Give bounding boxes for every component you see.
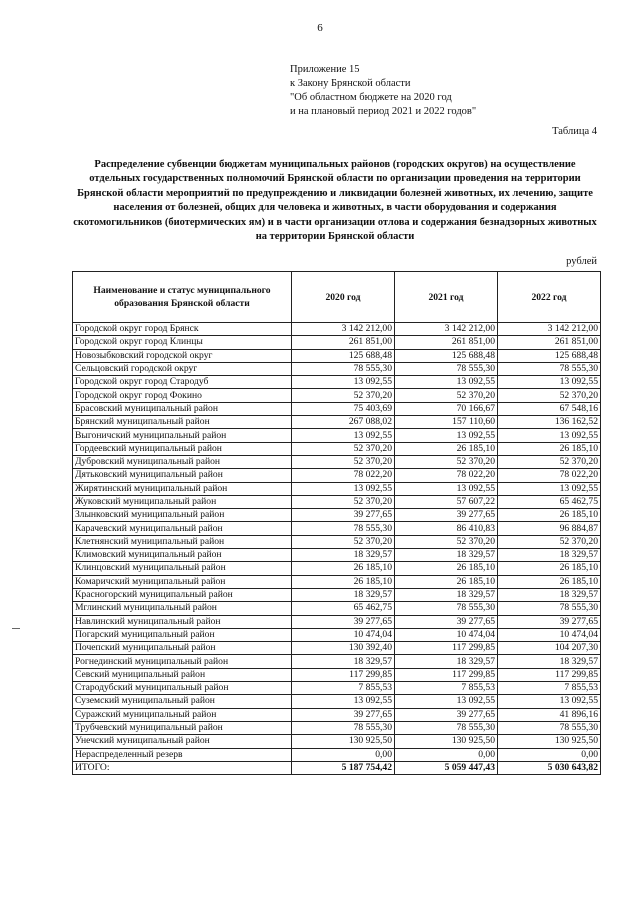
table-row [73,349,601,362]
row-name-cell: Стародубский муниципальный район [73,682,292,695]
row-value-cell-2020: 52 370,20 [292,442,395,455]
table-row [73,602,601,615]
row-value-cell-2021: 261 851,00 [395,336,498,349]
row-value-cell-2020: 75 403,69 [292,402,395,415]
row-name-cell: Брасовский муниципальный район [73,402,292,415]
row-name-cell: Комаричский муниципальный район [73,575,292,588]
row-value-cell-2020: 78 555,30 [292,721,395,734]
row-value-cell-2022: 78 555,30 [498,362,601,375]
row-name-cell: Красногорский муниципальный район [73,588,292,601]
row-value-cell-2022: 26 185,10 [498,509,601,522]
row-value-cell-2020: 26 185,10 [292,575,395,588]
row-name-cell: Нераспределенный резерв [73,748,292,761]
table-row [73,721,601,734]
appendix-line: к Закону Брянской области [290,78,411,89]
subsidy-table [72,271,601,775]
table-row [73,748,601,761]
total-label-cell: ИТОГО: [73,761,292,774]
table-row [73,562,601,575]
row-value-cell-2022: 26 185,10 [498,442,601,455]
row-value-cell-2022: 96 884,87 [498,522,601,535]
appendix-line: "Об областном бюджете на 2020 год [290,92,452,103]
row-value-cell-2021: 78 555,30 [395,721,498,734]
row-value-cell-2022: 52 370,20 [498,455,601,468]
row-value-cell-2021: 13 092,55 [395,376,498,389]
row-value-cell-2021: 26 185,10 [395,562,498,575]
row-value-cell-2022: 18 329,57 [498,588,601,601]
row-name-cell: Сельцовский городской округ [73,362,292,375]
row-value-cell-2020: 13 092,55 [292,482,395,495]
table-row [73,416,601,429]
total-value-cell-2022: 5 030 643,82 [498,761,601,774]
row-value-cell-2022: 52 370,20 [498,389,601,402]
row-value-cell-2021: 86 410,83 [395,522,498,535]
row-value-cell-2021: 117 299,85 [395,668,498,681]
margin-mark [12,628,20,629]
table-row [73,615,601,628]
row-name-cell: Карачевский муниципальный район [73,522,292,535]
row-value-cell-2022: 18 329,57 [498,549,601,562]
document-title: Распределение субвенции бюджетам муниципальных районов (городских округов) на осуществление отдельных государственных полномочий Брянской области по организации проведения на территории Брянской области мероприятий по предупреждению и ликвидации болезней животных, их лечению, защите населения от болезней, общих для человека и животных, в части оборудования и содержания скотомогильников (биотермических ям) и в части организации отлова и содержания безнадзорных животных на территории Брянской области [73,159,597,243]
row-value-cell-2021: 125 688,48 [395,349,498,362]
row-value-cell-2020: 130 392,40 [292,642,395,655]
table-row [73,708,601,721]
row-value-cell-2020: 18 329,57 [292,588,395,601]
row-value-cell-2022: 78 022,20 [498,469,601,482]
row-name-cell: Клетнянский муниципальный район [73,535,292,548]
row-value-cell-2022: 117 299,85 [498,668,601,681]
row-name-cell: Брянский муниципальный район [73,416,292,429]
row-value-cell-2020: 267 088,02 [292,416,395,429]
row-value-cell-2020: 78 022,20 [292,469,395,482]
table-header-row [73,272,601,323]
row-value-cell-2022: 7 855,53 [498,682,601,695]
row-value-cell-2022: 136 162,52 [498,416,601,429]
row-name-cell: Выгоничский муниципальный район [73,429,292,442]
table-row [73,549,601,562]
row-value-cell-2021: 52 370,20 [395,455,498,468]
row-value-cell-2020: 78 555,30 [292,522,395,535]
row-value-cell-2020: 3 142 212,00 [292,323,395,336]
row-name-cell: Севский муниципальный район [73,668,292,681]
row-value-cell-2020: 261 851,00 [292,336,395,349]
row-value-cell-2021: 130 925,50 [395,735,498,748]
row-value-cell-2022: 39 277,65 [498,615,601,628]
table-row [73,336,601,349]
total-value-cell-2020: 5 187 754,42 [292,761,395,774]
row-value-cell-2020: 125 688,48 [292,349,395,362]
row-name-cell: Навлинский муниципальный район [73,615,292,628]
table-row [73,376,601,389]
row-value-cell-2020: 18 329,57 [292,549,395,562]
row-value-cell-2022: 65 462,75 [498,495,601,508]
row-name-cell: Городской округ город Брянск [73,323,292,336]
row-name-cell: Суземский муниципальный район [73,695,292,708]
row-value-cell-2020: 13 092,55 [292,429,395,442]
row-value-cell-2021: 39 277,65 [395,509,498,522]
table-row [73,469,601,482]
row-value-cell-2021: 52 370,20 [395,389,498,402]
row-name-cell: Рогнединский муниципальный район [73,655,292,668]
page-number: 6 [317,22,323,34]
row-name-cell: Погарский муниципальный район [73,628,292,641]
table-row [73,655,601,668]
row-value-cell-2020: 0,00 [292,748,395,761]
table-row [73,389,601,402]
row-value-cell-2020: 26 185,10 [292,562,395,575]
row-name-cell: Злынковский муниципальный район [73,509,292,522]
row-value-cell-2022: 13 092,55 [498,695,601,708]
row-name-cell: Городской округ город Клинцы [73,336,292,349]
row-value-cell-2021: 3 142 212,00 [395,323,498,336]
row-value-cell-2020: 78 555,30 [292,362,395,375]
table-row [73,575,601,588]
table-row [73,535,601,548]
row-value-cell-2021: 39 277,65 [395,708,498,721]
row-value-cell-2020: 52 370,20 [292,535,395,548]
row-value-cell-2021: 57 607,22 [395,495,498,508]
row-name-cell: Дятьковский муниципальный район [73,469,292,482]
row-value-cell-2022: 261 851,00 [498,336,601,349]
table-row [73,362,601,375]
row-value-cell-2022: 125 688,48 [498,349,601,362]
row-value-cell-2022: 26 185,10 [498,575,601,588]
row-value-cell-2022: 78 555,30 [498,721,601,734]
table-row [73,642,601,655]
table-row [73,482,601,495]
row-value-cell-2020: 10 474,04 [292,628,395,641]
table-row [73,442,601,455]
row-name-cell: Клинцовский муниципальный район [73,562,292,575]
row-value-cell-2020: 117 299,85 [292,668,395,681]
total-row [73,761,601,774]
row-value-cell-2020: 39 277,65 [292,509,395,522]
row-name-cell: Гордеевский муниципальный район [73,442,292,455]
row-name-cell: Дубровский муниципальный район [73,455,292,468]
table-row [73,735,601,748]
row-name-cell: Климовский муниципальный район [73,549,292,562]
row-value-cell-2022: 10 474,04 [498,628,601,641]
row-value-cell-2022: 26 185,10 [498,562,601,575]
row-value-cell-2020: 18 329,57 [292,655,395,668]
row-value-cell-2020: 7 855,53 [292,682,395,695]
header-2021: 2021 год [395,272,498,323]
row-value-cell-2022: 13 092,55 [498,482,601,495]
table-row [73,682,601,695]
row-value-cell-2021: 26 185,10 [395,575,498,588]
row-name-cell: Городской округ город Фокино [73,389,292,402]
row-value-cell-2020: 52 370,20 [292,455,395,468]
table-row [73,455,601,468]
row-value-cell-2021: 70 166,67 [395,402,498,415]
row-value-cell-2022: 3 142 212,00 [498,323,601,336]
row-value-cell-2021: 18 329,57 [395,655,498,668]
row-value-cell-2022: 18 329,57 [498,655,601,668]
table-row [73,668,601,681]
row-name-cell: Почепский муниципальный район [73,642,292,655]
row-value-cell-2022: 67 548,16 [498,402,601,415]
row-name-cell: Суражский муниципальный район [73,708,292,721]
row-value-cell-2022: 0,00 [498,748,601,761]
row-value-cell-2022: 13 092,55 [498,376,601,389]
row-value-cell-2020: 13 092,55 [292,695,395,708]
table-label: Таблица 4 [552,126,597,137]
row-name-cell: Городской округ город Стародуб [73,376,292,389]
row-value-cell-2021: 117 299,85 [395,642,498,655]
row-value-cell-2021: 13 092,55 [395,429,498,442]
row-value-cell-2021: 78 555,30 [395,362,498,375]
appendix-line: Приложение 15 [290,64,360,75]
row-value-cell-2020: 52 370,20 [292,389,395,402]
appendix-line: и на плановый период 2021 и 2022 годов" [290,106,477,117]
row-value-cell-2022: 13 092,55 [498,429,601,442]
table-row [73,588,601,601]
row-value-cell-2022: 41 896,16 [498,708,601,721]
row-value-cell-2021: 10 474,04 [395,628,498,641]
row-value-cell-2021: 0,00 [395,748,498,761]
row-value-cell-2020: 52 370,20 [292,495,395,508]
header-2022: 2022 год [498,272,601,323]
table-row [73,695,601,708]
table-body [73,323,601,775]
table-row [73,402,601,415]
row-value-cell-2020: 130 925,50 [292,735,395,748]
table-row [73,323,601,336]
total-value-cell-2021: 5 059 447,43 [395,761,498,774]
row-name-cell: Новозыбковский городской округ [73,349,292,362]
row-value-cell-2020: 13 092,55 [292,376,395,389]
row-value-cell-2021: 157 110,60 [395,416,498,429]
table-row [73,495,601,508]
row-value-cell-2020: 39 277,65 [292,615,395,628]
header-2020: 2020 год [292,272,395,323]
row-name-cell: Жирятинский муниципальный район [73,482,292,495]
row-value-cell-2022: 78 555,30 [498,602,601,615]
row-value-cell-2022: 130 925,50 [498,735,601,748]
row-name-cell: Жуковский муниципальный район [73,495,292,508]
appendix-header [290,63,476,119]
row-value-cell-2022: 52 370,20 [498,535,601,548]
table-row [73,628,601,641]
row-value-cell-2021: 18 329,57 [395,549,498,562]
row-value-cell-2021: 7 855,53 [395,682,498,695]
row-value-cell-2021: 52 370,20 [395,535,498,548]
table-row [73,522,601,535]
row-value-cell-2021: 78 555,30 [395,602,498,615]
row-name-cell: Трубчевский муниципальный район [73,721,292,734]
unit-label: рублей [566,256,597,267]
row-value-cell-2021: 78 022,20 [395,469,498,482]
row-value-cell-2020: 39 277,65 [292,708,395,721]
table-row [73,509,601,522]
row-value-cell-2021: 13 092,55 [395,482,498,495]
row-name-cell: Унечский муниципальный район [73,735,292,748]
row-value-cell-2022: 104 207,30 [498,642,601,655]
row-value-cell-2021: 18 329,57 [395,588,498,601]
row-value-cell-2021: 13 092,55 [395,695,498,708]
row-value-cell-2020: 65 462,75 [292,602,395,615]
row-value-cell-2021: 26 185,10 [395,442,498,455]
header-name: Наименование и статус муниципального образования Брянской области [73,272,292,323]
table-row [73,429,601,442]
row-value-cell-2021: 39 277,65 [395,615,498,628]
row-name-cell: Мглинский муниципальный район [73,602,292,615]
